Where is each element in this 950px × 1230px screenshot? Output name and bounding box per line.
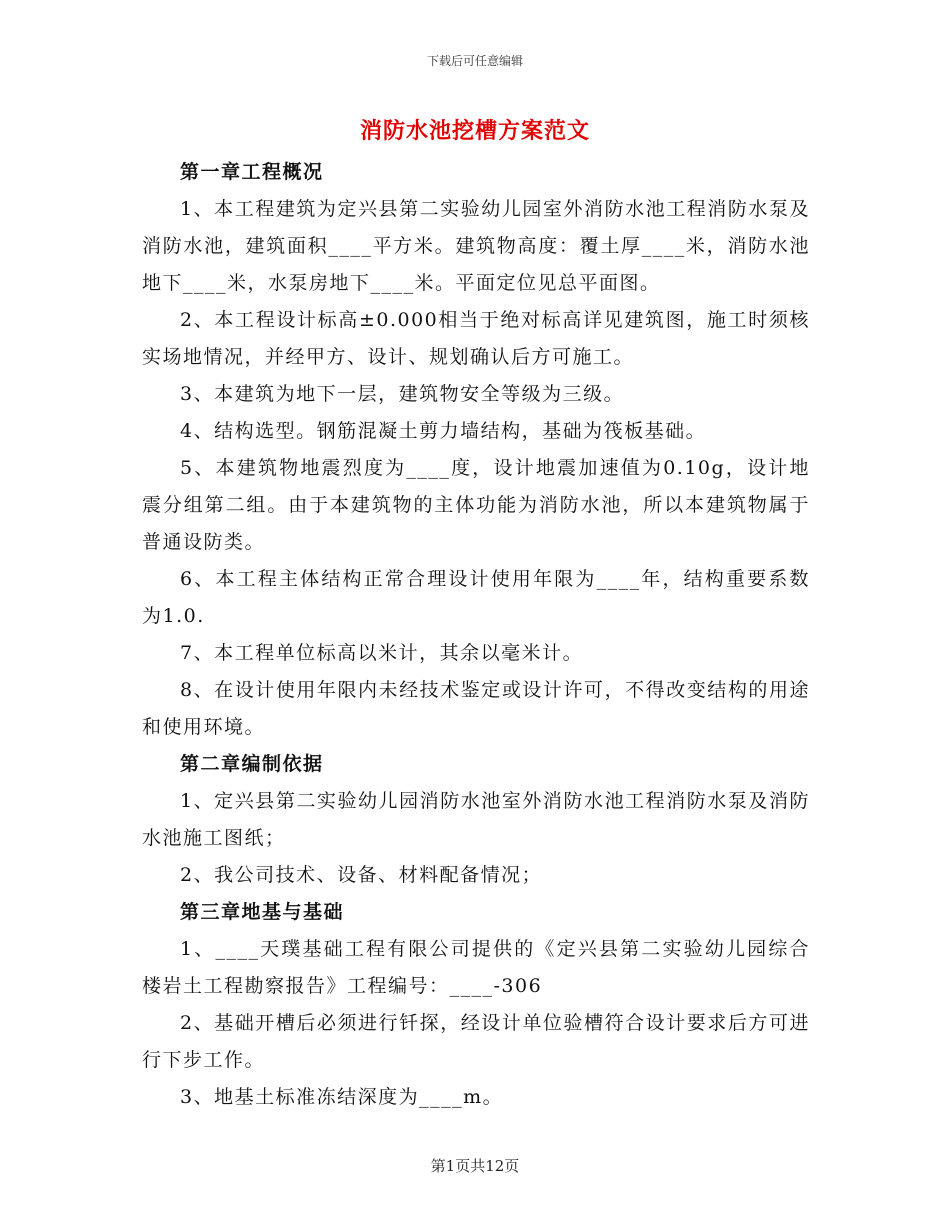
section-heading-3: 第三章地基与基础 — [180, 901, 345, 923]
paragraph: 6、本工程主体结构正常合理设计使用年限为____年，结构重要系数为1.0. — [142, 568, 810, 627]
paragraph: 7、本工程单位标高以米计，其余以毫米计。 — [180, 642, 584, 664]
section-heading-1: 第一章工程概况 — [180, 161, 324, 183]
page-number: 第1页共12页 — [430, 1157, 520, 1175]
section-heading-2: 第二章编制依据 — [180, 753, 324, 775]
document-title: 消防水池挖槽方案范文 — [359, 118, 590, 144]
paragraph: 5、本建筑物地震烈度为____度，设计地震加速值为0.10g，设计地震分组第二组。由于本建筑物的主体功能为消防水池，所以本建筑物属于普通设防类。 — [142, 457, 810, 553]
document-body — [142, 154, 810, 1116]
paragraph: 3、本建筑为地下一层，建筑物安全等级为三级。 — [180, 383, 625, 405]
paragraph: 2、基础开槽后必须进行钎探，经设计单位验槽符合设计要求后方可进行下步工作。 — [142, 1012, 810, 1071]
paragraph: 1、____天璞基础工程有限公司提供的《定兴县第二实验幼儿园综合楼岩土工程勘察报告》工程编号：____-306 — [142, 938, 810, 997]
paragraph: 2、我公司技术、设备、材料配备情况； — [180, 864, 543, 886]
paragraph: 1、本工程建筑为定兴县第二实验幼儿园室外消防水池工程消防水泵及消防水池，建筑面积____平方米。建筑物高度：覆土厚____米，消防水池地下____米，水泵房地下____米。平面定位见总平面图。 — [142, 198, 810, 294]
paragraph: 3、地基土标准冻结深度为____m。 — [180, 1086, 504, 1108]
paragraph: 8、在设计使用年限内未经技术鉴定或设计许可，不得改变结构的用途和使用环境。 — [142, 679, 810, 738]
paragraph: 4、结构选型。钢筋混凝土剪力墙结构，基础为筏板基础。 — [180, 420, 707, 442]
paragraph: 1、定兴县第二实验幼儿园消防水池室外消防水池工程消防水泵及消防水池施工图纸； — [142, 790, 810, 849]
header-note: 下载后可任意编辑 — [426, 54, 523, 68]
paragraph: 2、本工程设计标高±0.000相当于绝对标高详见建筑图，施工时须核实场地情况，并经甲方、设计、规划确认后方可施工。 — [142, 309, 810, 368]
